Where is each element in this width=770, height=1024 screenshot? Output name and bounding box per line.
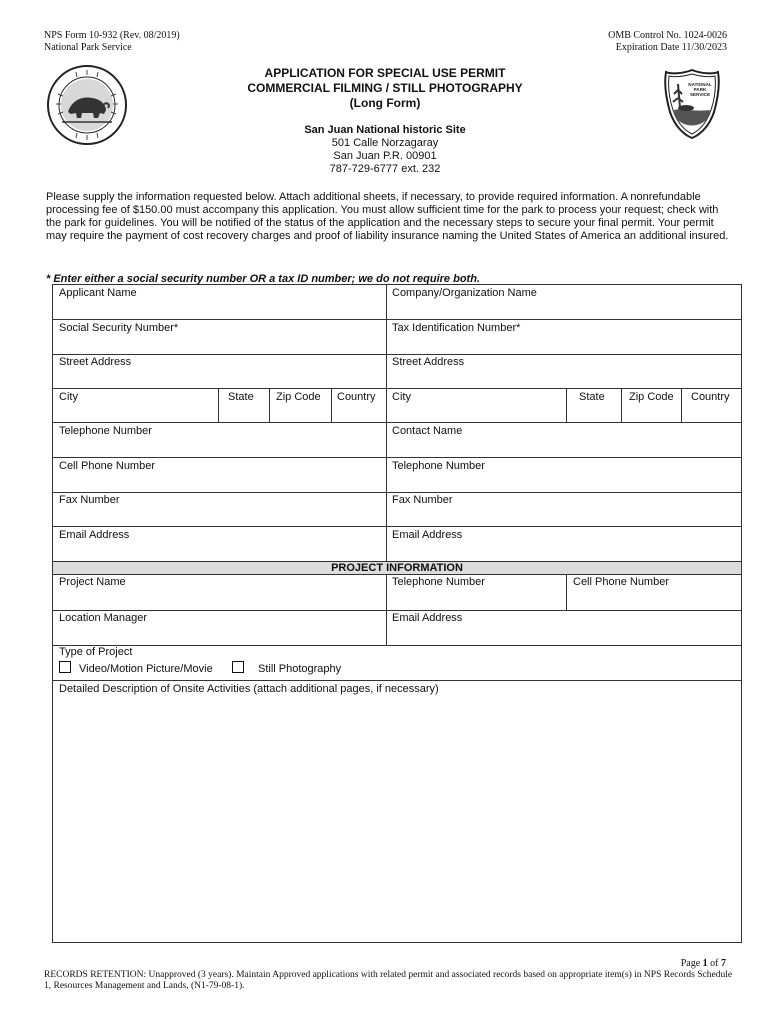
divider-country-right bbox=[681, 388, 682, 422]
applicant-city-field[interactable]: City bbox=[59, 391, 78, 403]
form-header-right bbox=[608, 30, 727, 54]
applicant-country-field[interactable]: Country bbox=[337, 391, 376, 403]
site-city: San Juan P.R. 00901 bbox=[333, 150, 437, 162]
applicant-state-field[interactable]: State bbox=[228, 391, 254, 403]
title-line3: (Long Form) bbox=[349, 96, 421, 110]
video-checkbox[interactable] bbox=[59, 661, 71, 673]
page-number bbox=[681, 958, 726, 969]
company-fax-field[interactable]: Fax Number bbox=[392, 494, 453, 506]
project-telephone-field[interactable]: Telephone Number bbox=[392, 576, 485, 588]
title-line2: COMMERCIAL FILMING / STILL PHOTOGRAPHY bbox=[247, 81, 523, 95]
project-email-field[interactable]: Email Address bbox=[392, 612, 463, 624]
page-prefix: Page bbox=[680, 958, 703, 969]
contact-name-field[interactable]: Contact Name bbox=[392, 425, 463, 437]
applicant-street-field[interactable]: Street Address bbox=[59, 356, 132, 368]
still-photography-checkbox[interactable] bbox=[232, 661, 244, 673]
ssn-field[interactable]: Social Security Number* bbox=[59, 322, 179, 334]
company-street-field[interactable]: Street Address bbox=[392, 356, 465, 368]
page-of: of bbox=[707, 958, 721, 969]
divider-state-right bbox=[566, 388, 567, 422]
nps-logo-text-line2: PARK bbox=[693, 87, 707, 92]
detailed-description-field[interactable]: Detailed Description of Onsite Activities (attach additional pages, if necessary) bbox=[59, 683, 439, 695]
form-number: NPS Form 10-932 (Rev. 08/2019) bbox=[44, 30, 180, 41]
site-address bbox=[130, 124, 640, 176]
applicant-fax-field[interactable]: Fax Number bbox=[59, 494, 120, 506]
divider-zip-right bbox=[621, 388, 622, 422]
applicant-zip-field[interactable]: Zip Code bbox=[276, 391, 321, 403]
company-telephone-field[interactable]: Telephone Number bbox=[392, 460, 485, 472]
title-line1: APPLICATION FOR SPECIAL USE PERMIT bbox=[264, 66, 506, 80]
still-photography-option[interactable] bbox=[232, 661, 341, 675]
instructions-paragraph: Please supply the information requested below. Attach additional sheets, if necessary, to provide required information. A nonrefundable processing fee of $150.00 must accompany this application. You must allow sufficient time for the park to process your request; check with the park for guidelines. You will be notified of the status of the application and the necessary steps to secure your final permit. Your permit may require the payment of cost recovery charges and proof of liability insurance naming the United States of America an additional insured. bbox=[46, 191, 729, 242]
company-email-field[interactable]: Email Address bbox=[392, 529, 463, 541]
applicant-cell-field[interactable]: Cell Phone Number bbox=[59, 460, 155, 472]
applicant-telephone-field[interactable]: Telephone Number bbox=[59, 425, 152, 437]
expiration-date: Expiration Date 11/30/2023 bbox=[615, 42, 727, 53]
department-of-interior-seal bbox=[46, 64, 128, 146]
company-zip-field[interactable]: Zip Code bbox=[629, 391, 674, 403]
company-country-field[interactable]: Country bbox=[691, 391, 730, 403]
ssn-note: * Enter either a social security number OR a tax ID number; we do not require both. bbox=[46, 273, 480, 285]
video-option-label: Video/Motion Picture/Movie bbox=[79, 663, 213, 675]
national-park-service-arrowhead bbox=[662, 68, 722, 140]
application-form bbox=[52, 284, 742, 943]
location-manager-field[interactable]: Location Manager bbox=[59, 612, 148, 624]
records-retention-note: RECORDS RETENTION: Unapproved (3 years). Maintain Approved applications with related permit and associated records based on appropriate item(s) in NPS Records Schedule 1, Resources Management and Lands, (N1-79-08-1). bbox=[44, 970, 733, 991]
video-option[interactable] bbox=[59, 661, 213, 675]
project-cell-field[interactable]: Cell Phone Number bbox=[573, 576, 669, 588]
agency-name: National Park Service bbox=[44, 42, 132, 53]
row-line bbox=[53, 645, 741, 646]
form-title bbox=[130, 66, 640, 111]
page-current: 1 bbox=[702, 958, 708, 969]
project-information-header: PROJECT INFORMATION bbox=[53, 562, 741, 574]
applicant-email-field[interactable]: Email Address bbox=[59, 529, 130, 541]
omb-control-number: OMB Control No. 1024-0026 bbox=[608, 30, 727, 41]
applicant-name-field[interactable]: Applicant Name bbox=[59, 287, 137, 299]
site-name: San Juan National historic Site bbox=[304, 124, 466, 136]
nps-logo-text-line1: NATIONAL bbox=[688, 82, 712, 87]
site-street: 501 Calle Norzagaray bbox=[331, 137, 439, 149]
tax-id-field[interactable]: Tax Identification Number* bbox=[392, 322, 521, 334]
company-city-field[interactable]: City bbox=[392, 391, 411, 403]
nps-logo-text-line3: SERVICE bbox=[689, 92, 711, 97]
page-total: 7 bbox=[721, 958, 726, 969]
still-photography-label: Still Photography bbox=[258, 663, 342, 675]
form-header-left bbox=[44, 30, 180, 54]
type-of-project-label: Type of Project bbox=[59, 646, 133, 658]
project-name-field[interactable]: Project Name bbox=[59, 576, 126, 588]
divider-state-left bbox=[218, 388, 219, 422]
company-name-field[interactable]: Company/Organization Name bbox=[392, 287, 537, 299]
site-phone: 787-729-6777 ext. 232 bbox=[329, 163, 441, 175]
company-state-field[interactable]: State bbox=[579, 391, 605, 403]
